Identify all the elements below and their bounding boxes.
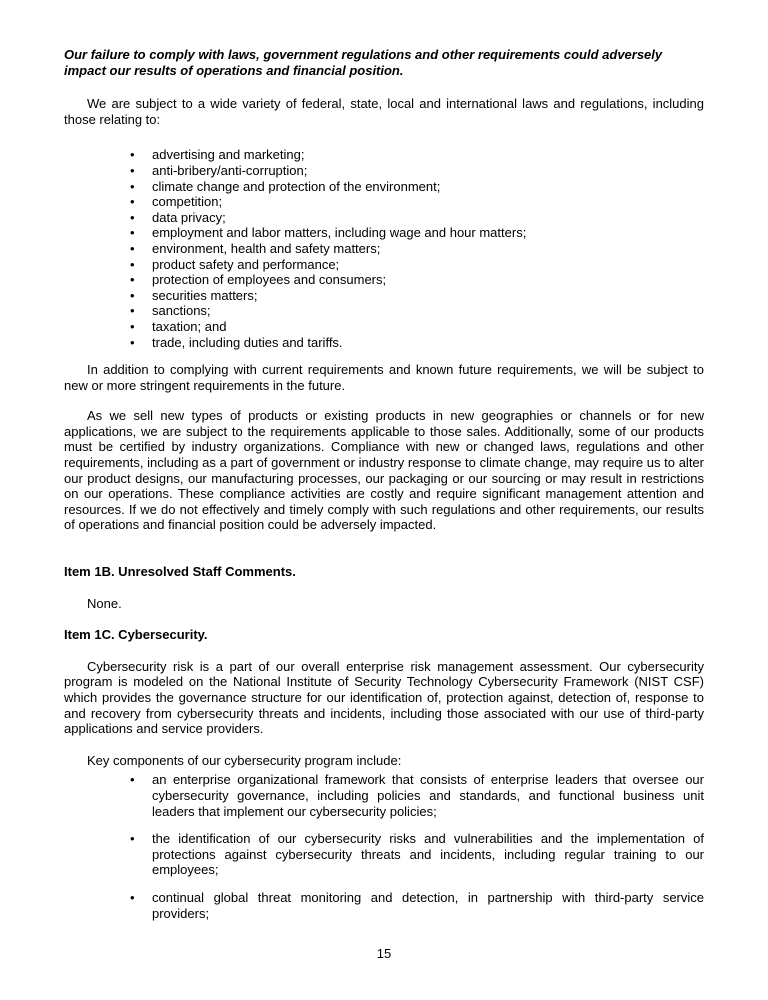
bullet-icon: • (130, 225, 135, 241)
risk-factor-heading: Our failure to comply with laws, government regulations and other requirements could adversely impact our results of operations and financial position. (64, 47, 663, 78)
bullet-icon: • (130, 256, 135, 272)
list-item-text: the identification of our cybersecurity risks and vulnerabilities and the implementation of protections against cybersecurity threats and incidents, including regular training to our employees; (152, 831, 704, 878)
list-item (64, 772, 704, 819)
list-item (64, 225, 704, 241)
list-item-text: climate change and protection of the environment; (152, 178, 441, 194)
list-item (64, 303, 704, 319)
bullet-icon: • (130, 209, 135, 225)
future-requirements-paragraph: In addition to complying with current requirements and known future requirements, we will be subject to new or more stringent requirements in the future. (64, 362, 704, 393)
key-components-intro-paragraph: Key components of our cybersecurity program include: (87, 752, 402, 768)
list-item-text: protection of employees and consumers; (152, 272, 387, 288)
list-item-text: securities matters; (152, 287, 258, 303)
list-item (64, 288, 704, 304)
list-item-text: sanctions; (152, 303, 211, 319)
list-item (64, 257, 704, 273)
bullet-icon: • (130, 287, 135, 303)
bullet-icon: • (130, 240, 135, 256)
risk-intro-paragraph: We are subject to a wide variety of federal, state, local and international laws and regulations, including those relating to: (64, 96, 704, 127)
list-item (64, 210, 704, 226)
list-item-text: employment and labor matters, including wage and hour matters; (152, 225, 527, 241)
item-1b-heading: Item 1B. Unresolved Staff Comments. (64, 564, 296, 580)
bullet-icon: • (130, 772, 135, 788)
compliance-paragraph: As we sell new types of products or existing products in new geographies or channels or for new applications, we are subject to the requirements applicable to those sales. Additionally, some of our products must be certified by industry organizations. Compliance with new or changed laws, regulations and other requirements, including as a part of government or industry response to climate change, may require us to alter our product designs, our manufacturing processes, our packaging or our sourcing or may result in restrictions on our operations. These compliance activities are costly and require significant management attention and resources. If we do not effectively and timely comply with such regulations and other requirements, our results of operations and financial position could be adversely impacted. (64, 408, 704, 533)
page-number: 15 (376, 946, 392, 961)
bullet-icon: • (130, 147, 135, 163)
list-item (64, 194, 704, 210)
list-item-text: environment, health and safety matters; (152, 240, 381, 256)
bullet-icon: • (130, 178, 135, 194)
list-item (64, 147, 704, 163)
item-1b-body: None. (87, 595, 122, 611)
list-item (64, 831, 704, 878)
bullet-icon: • (130, 334, 135, 350)
list-item (64, 335, 704, 351)
list-item-text: product safety and performance; (152, 256, 340, 272)
list-item-text: an enterprise organizational framework that consists of enterprise leaders that oversee our cybersecurity governance, including policies and standards, and functional business unit leaders that implement our cybersecurity policies; (152, 772, 704, 819)
list-item (64, 890, 704, 921)
list-item (64, 319, 704, 335)
list-item-text: anti-bribery/anti-corruption; (152, 162, 308, 178)
bullet-icon: • (130, 318, 135, 334)
list-item-text: continual global threat monitoring and detection, in partnership with third-party service providers; (152, 889, 704, 921)
law-topics-list (64, 147, 704, 350)
bullet-icon: • (130, 194, 135, 210)
cybersecurity-components-list (64, 772, 704, 921)
item-1c-heading: Item 1C. Cybersecurity. (64, 627, 208, 643)
list-item-text: taxation; and (152, 318, 227, 334)
list-item-text: competition; (152, 194, 223, 210)
list-item (64, 179, 704, 195)
bullet-icon: • (130, 272, 135, 288)
list-item (64, 163, 704, 179)
bullet-icon: • (130, 831, 135, 847)
list-item (64, 272, 704, 288)
list-item-text: trade, including duties and tariffs. (152, 334, 343, 350)
bullet-icon: • (130, 162, 135, 178)
bullet-icon: • (130, 303, 135, 319)
list-item-text: advertising and marketing; (152, 147, 305, 163)
list-item (64, 241, 704, 257)
cybersecurity-overview-paragraph: Cybersecurity risk is a part of our overall enterprise risk management assessment. Our cybersecurity program is modeled on the National Institute of Security Technology Cybersecurity Framework (NIST CSF) which provides the governance structure for our identification of, protection against, detection of, response to and recovery from cybersecurity threats and incidents, including those associated with our use of third-party applications and service providers. (64, 658, 704, 737)
list-item-text: data privacy; (152, 209, 226, 225)
bullet-icon: • (130, 889, 135, 905)
